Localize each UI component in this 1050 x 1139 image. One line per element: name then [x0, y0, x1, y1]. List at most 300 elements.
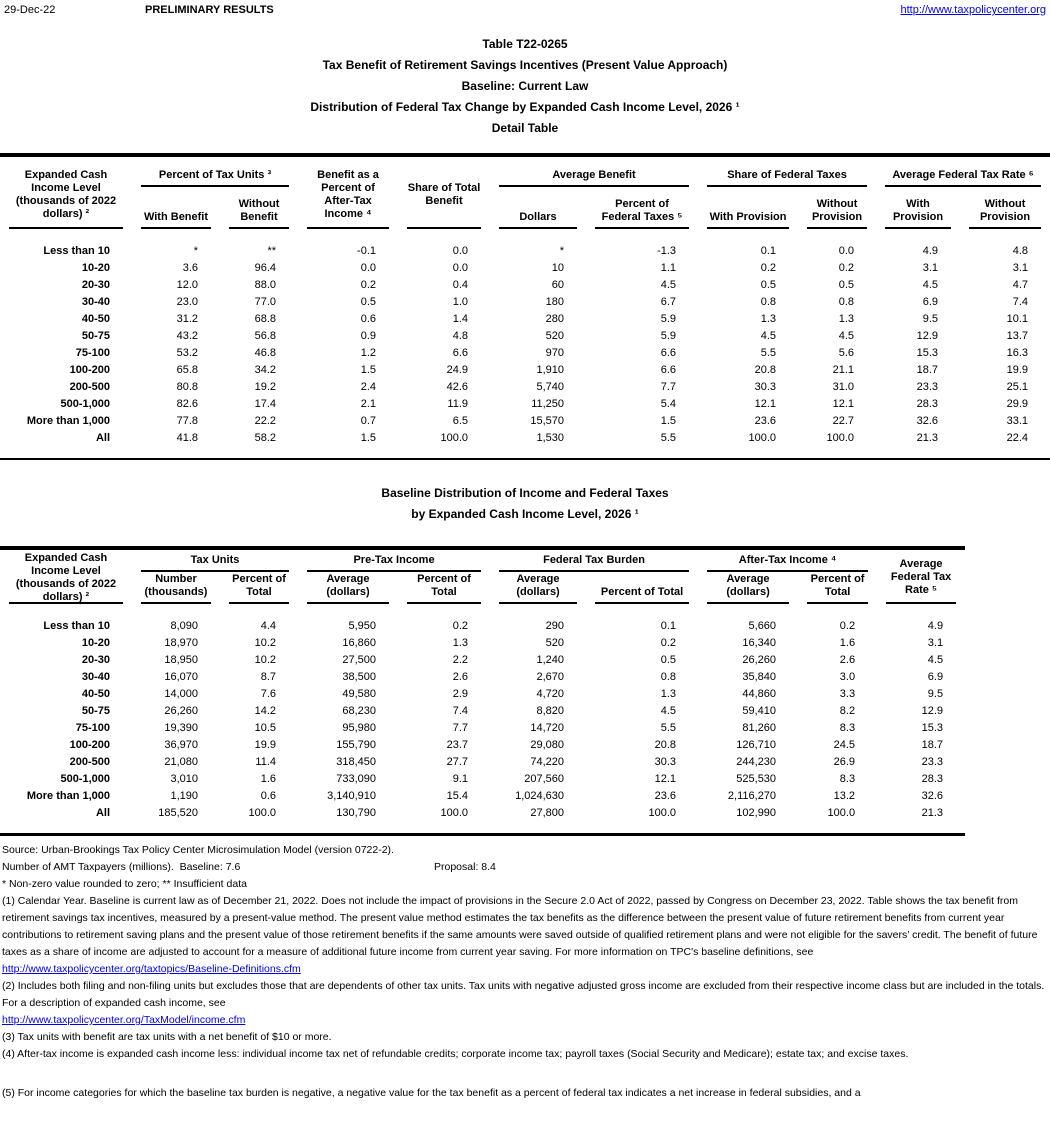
table-cell: 6.7: [660, 296, 677, 308]
table-row: [0, 260, 1050, 277]
table-cell: 36,970: [164, 739, 198, 751]
row-label: More than 1,000: [26, 790, 110, 802]
table-cell: 41.8: [176, 432, 198, 444]
table-cell: 6.5: [452, 415, 469, 427]
table-cell: 0.5: [360, 296, 377, 308]
table-cell: 8.3: [839, 773, 856, 785]
table-row: [0, 277, 1050, 294]
table-cell: 100.0: [440, 432, 469, 444]
table-row: [0, 635, 965, 652]
table-cell: 23.7: [446, 739, 469, 751]
table-cell: 318,450: [336, 756, 377, 768]
table-cell: 19.2: [254, 381, 277, 393]
table-cell: 14,720: [530, 722, 565, 734]
table-cell: 30.3: [754, 381, 777, 393]
table-cell: 2.9: [452, 688, 469, 700]
table-cell: 1.2: [360, 347, 377, 359]
table-cell: 38,500: [342, 671, 377, 683]
table-row: [0, 720, 965, 737]
table-cell: 1.3: [760, 313, 777, 325]
table-cell: 1,190: [170, 790, 198, 802]
table-cell: 18,970: [164, 637, 198, 649]
table-cell: 2.2: [452, 654, 469, 666]
table-cell: 24.9: [446, 364, 469, 376]
table-cell: 26,260: [742, 654, 777, 666]
table-cell: 6.6: [452, 347, 469, 359]
table-cell: 1,530: [536, 432, 565, 444]
table-cell: 5,740: [536, 381, 565, 393]
table-cell: 1.0: [452, 296, 469, 308]
table-cell: 3,140,910: [327, 790, 377, 802]
table-cell: 2.6: [839, 654, 856, 666]
table-cell: 1,024,630: [515, 790, 565, 802]
row-label: 40-50: [81, 688, 110, 700]
table-row: [0, 604, 965, 635]
table-cell: 9.5: [922, 313, 939, 325]
table-cell: 23.6: [754, 415, 777, 427]
table-cell: 18,950: [164, 654, 198, 666]
detail-table-body: [0, 229, 1050, 459]
table-cell: 0.2: [452, 620, 469, 632]
table-cell: -0.1: [357, 245, 377, 257]
table-cell: 4.8: [1012, 245, 1029, 257]
table-cell: 6.6: [660, 364, 677, 376]
table-cell: 20.8: [754, 364, 777, 376]
table-cell: 49,580: [342, 688, 377, 700]
table-cell: 2,116,270: [727, 790, 777, 802]
income-definition-link[interactable]: http://www.taxpolicycenter.org/TaxModel/income.cfm: [2, 1014, 246, 1026]
table-cell: 4.4: [260, 620, 277, 632]
table-cell: 12.1: [754, 398, 777, 410]
table-cell: 33.1: [1006, 415, 1029, 427]
table-cell: 0.0: [452, 245, 469, 257]
table-cell: 15,570: [530, 415, 565, 427]
table-cell: 23.3: [916, 381, 939, 393]
table-cell: 53.2: [176, 347, 198, 359]
table-cell: 24.5: [833, 739, 856, 751]
table-cell: 0.2: [839, 620, 856, 632]
table-cell: 0.7: [360, 415, 377, 427]
table-cell: 0.2: [760, 262, 777, 274]
report-date: 29-Dec-22: [4, 4, 56, 16]
table-cell: 3,010: [170, 773, 198, 785]
table-row: [0, 294, 1050, 311]
asterisk-note: * Non-zero value rounded to zero; ** Insufficient data: [2, 878, 247, 890]
table-cell: 3.1: [922, 262, 939, 274]
table-cell: 43.2: [176, 330, 198, 342]
table-cell: 5.5: [760, 347, 777, 359]
table-cell: 27.7: [446, 756, 469, 768]
table-row: [0, 686, 965, 703]
table-cell: 100.0: [648, 807, 677, 819]
table-cell: 0.2: [660, 637, 677, 649]
col-header-percent-of-total-units: Percent of Total: [220, 572, 298, 604]
source-note: Source: Urban-Brookings Tax Policy Center Microsimulation Model (version 0722-2).: [2, 844, 394, 856]
table-cell: 7.4: [452, 705, 469, 717]
table-cell: 4.5: [660, 279, 677, 291]
table-cell: 4.9: [927, 620, 944, 632]
table-cell: 18.7: [916, 364, 939, 376]
table-cell: 22.7: [832, 415, 855, 427]
table-row: [0, 669, 965, 686]
table-cell: 14,000: [164, 688, 198, 700]
table-cell: 9.1: [452, 773, 469, 785]
row-label: 20-30: [81, 654, 110, 666]
table-row: [0, 652, 965, 669]
table-cell: 12.1: [832, 398, 855, 410]
table-cell: 19.9: [1006, 364, 1029, 376]
top-bar: [0, 0, 1050, 18]
group-header-after-tax-income: After-Tax Income ⁴: [698, 550, 877, 572]
group-header-share-of-federal-taxes: Share of Federal Taxes: [698, 157, 876, 187]
table-cell: 14.2: [254, 705, 277, 717]
table-cell: 5.5: [660, 432, 677, 444]
baseline-table-title: [0, 483, 1050, 525]
table-cell: 20.8: [654, 739, 677, 751]
col-header-pretax-percent-of-total: Percent of Total: [398, 572, 490, 604]
table-cell: 126,710: [736, 739, 777, 751]
table-cell: 16,070: [164, 671, 198, 683]
table-cell: 95,980: [342, 722, 377, 734]
table-cell: 15.3: [916, 347, 939, 359]
col-header-share-without-provision: Without Provision: [798, 187, 876, 229]
table-cell: 4.5: [927, 654, 944, 666]
table-cell: 58.2: [254, 432, 277, 444]
table-cell: 18.7: [921, 739, 944, 751]
table-cell: 23.0: [176, 296, 198, 308]
table-cell: 0.5: [760, 279, 777, 291]
row-label: 10-20: [81, 262, 110, 274]
col-header-burden-average: Average (dollars): [490, 572, 586, 604]
col-header-rate-without-provision: Without Provision: [960, 187, 1050, 229]
table-cell: 17.4: [254, 398, 277, 410]
footnote-2: (2) Includes both filing and non-filing units but excludes those that are dependents of other tax units. Tax units with negative adjusted gross income are excluded from their respective income class but are included in the totals. For a description of expanded cash income, see: [2, 980, 1045, 1009]
table-main-title: Tax Benefit of Retirement Savings Incentives (Present Value Approach): [322, 58, 728, 72]
table-cell: 0.0: [838, 245, 855, 257]
footnote-4: (4) After-tax income is expanded cash income less: individual income tax net of refundable credits; corporate income tax; payroll taxes (Social Security and Medicare); estate tax; and excise taxes.: [2, 1048, 909, 1060]
col-header-share-with-provision: With Provision: [698, 187, 798, 229]
group-header-percent-of-tax-units: Percent of Tax Units ³: [132, 157, 298, 187]
row-label: 20-30: [81, 279, 110, 291]
table-cell: 29.9: [1006, 398, 1029, 410]
table-cell: 77.0: [254, 296, 277, 308]
col-header-aftertax-percent-of-total: Percent of Total: [798, 572, 877, 604]
table-cell: 8,820: [536, 705, 565, 717]
table-cell: 28.3: [921, 773, 944, 785]
table-cell: 3.3: [839, 688, 856, 700]
table-cell: 0.6: [360, 313, 377, 325]
table-cell: -1.3: [657, 245, 677, 257]
table-cell: 29,080: [530, 739, 565, 751]
table-cell: 80.8: [176, 381, 198, 393]
table-cell: 4,720: [536, 688, 565, 700]
table-cell: 65.8: [176, 364, 198, 376]
table-cell: 7.7: [452, 722, 469, 734]
table-cell: 5.9: [660, 330, 677, 342]
row-label: More than 1,000: [26, 415, 110, 427]
table-cell: 3.1: [927, 637, 944, 649]
table-cell: 88.0: [254, 279, 277, 291]
table-row: [0, 362, 1050, 379]
table-cell: 1.3: [838, 313, 855, 325]
table-cell: 4.5: [838, 330, 855, 342]
table-cell: 4.5: [660, 705, 677, 717]
table-cell: 1.1: [660, 262, 677, 274]
table-cell: 27,800: [530, 807, 565, 819]
row-label: All: [95, 432, 110, 444]
table-cell: 0.0: [360, 262, 377, 274]
table-cell: 5.9: [660, 313, 677, 325]
amt-proposal-value: Proposal: 8.4: [434, 861, 496, 873]
col-header-percent-of-federal-taxes: Percent of Federal Taxes ⁵: [586, 187, 698, 229]
table-cell: 2.1: [360, 398, 377, 410]
col-header-dollars: Dollars: [490, 187, 586, 229]
table-cell: 23.3: [921, 756, 944, 768]
table-cell: 42.6: [446, 381, 469, 393]
table-cell: 11,250: [531, 398, 565, 410]
table-cell: 77.8: [176, 415, 198, 427]
table-cell: 31.0: [832, 381, 855, 393]
table-cell: 4.5: [760, 330, 777, 342]
table-cell: 102,990: [736, 807, 777, 819]
table-cell: 0.8: [760, 296, 777, 308]
table-cell: 21.3: [916, 432, 939, 444]
table-cell: 34.2: [254, 364, 277, 376]
table-cell: 68.8: [254, 313, 277, 325]
table-cell: 130,790: [336, 807, 377, 819]
table-cell: 4.8: [452, 330, 469, 342]
table-row: [0, 311, 1050, 328]
table-cell: 11.9: [447, 398, 469, 410]
table-cell: 8,090: [170, 620, 198, 632]
table-cell: 4.7: [1012, 279, 1029, 291]
table-cell: 520: [545, 330, 565, 342]
table-cell: 5.4: [660, 398, 677, 410]
table-row: [0, 703, 965, 720]
baseline-title: Baseline: Current Law: [461, 79, 589, 93]
table-cell: 6.6: [660, 347, 677, 359]
baseline-table-title-line1: Baseline Distribution of Income and Federal Taxes: [381, 486, 669, 500]
table-cell: 100.0: [248, 807, 277, 819]
table-cell: 21.3: [921, 807, 944, 819]
table-cell: 12.0: [176, 279, 198, 291]
table-cell: 0.5: [660, 654, 677, 666]
table-cell: 26.9: [833, 756, 856, 768]
table-cell: 10: [551, 262, 565, 274]
table-row: [0, 229, 1050, 260]
table-number-title: Table T22-0265: [482, 37, 568, 51]
table-cell: 26,260: [164, 705, 198, 717]
table-cell: 10.2: [254, 654, 277, 666]
col-header-with-benefit: With Benefit: [132, 187, 220, 229]
col-header-pretax-average: Average (dollars): [298, 572, 398, 604]
table-cell: 8.3: [839, 722, 856, 734]
table-cell: 1,910: [536, 364, 565, 376]
table-cell: 4.5: [922, 279, 939, 291]
table-row: [0, 396, 1050, 413]
table-cell: 733,090: [336, 773, 377, 785]
col-header-rate-with-provision: With Provision: [876, 187, 960, 229]
table-cell: 30.3: [654, 756, 677, 768]
table-cell: 1.6: [260, 773, 277, 785]
table-cell: 5,950: [348, 620, 377, 632]
table-cell: 1,240: [536, 654, 565, 666]
table-cell: 970: [545, 347, 565, 359]
row-label: 50-75: [81, 330, 110, 342]
table-cell: 3.1: [1012, 262, 1029, 274]
table-cell: 0.0: [452, 262, 469, 274]
table-cell: 1.6: [839, 637, 856, 649]
table-cell: 0.4: [452, 279, 469, 291]
table-cell: 0.6: [260, 790, 277, 802]
row-label: 500-1,000: [60, 398, 110, 410]
table-cell: 6.9: [922, 296, 939, 308]
table-cell: 1.4: [452, 313, 469, 325]
row-label: 100-200: [69, 739, 110, 751]
table-row: [0, 771, 965, 788]
row-label: 30-40: [81, 671, 110, 683]
table-cell: 28.3: [916, 398, 939, 410]
footnote-spacer: [2, 1063, 1046, 1085]
amt-baseline-value: Number of AMT Taxpayers (millions). Baseline: 7.6: [2, 861, 241, 873]
table-cell: 22.2: [254, 415, 277, 427]
table-cell: 0.8: [838, 296, 855, 308]
taxpolicycenter-link[interactable]: http://www.taxpolicycenter.org: [900, 4, 1046, 16]
table-cell: 0.5: [838, 279, 855, 291]
group-header-average-federal-tax-rate: Average Federal Tax Rate ⁶: [876, 157, 1050, 187]
row-label: 100-200: [69, 364, 110, 376]
table-row: [0, 805, 965, 835]
table-cell: 2,670: [536, 671, 565, 683]
table-cell: 100.0: [440, 807, 469, 819]
table-cell: 13.7: [1006, 330, 1029, 342]
row-label: 50-75: [81, 705, 110, 717]
table-cell: 31.2: [176, 313, 198, 325]
table-cell: 180: [545, 296, 565, 308]
table-row: [0, 379, 1050, 396]
preliminary-results-label: PRELIMINARY RESULTS: [145, 4, 274, 16]
col-header-without-benefit: Without Benefit: [220, 187, 298, 229]
table-cell: 0.8: [660, 671, 677, 683]
table-cell: 21,080: [164, 756, 198, 768]
table-cell: 21.1: [832, 364, 855, 376]
table-cell: 100.0: [826, 432, 855, 444]
table-row: [0, 430, 1050, 459]
table-cell: 1.5: [360, 364, 377, 376]
table-cell: 2.4: [360, 381, 377, 393]
table-cell: 6.9: [927, 671, 944, 683]
table-cell: 0.1: [660, 620, 677, 632]
table-cell: 96.4: [254, 262, 277, 274]
table-cell: 5.6: [838, 347, 855, 359]
col-header-income-level-2: Expanded Cash Income Level (thousands of 2022 dollars) ²: [0, 550, 132, 604]
group-header-federal-tax-burden: Federal Tax Burden: [490, 550, 698, 572]
table-cell: 10.2: [254, 637, 277, 649]
table-cell: 100.0: [827, 807, 856, 819]
table-cell: 155,790: [336, 739, 377, 751]
table-cell: 46.8: [254, 347, 277, 359]
table-cell: 7.6: [260, 688, 277, 700]
table-cell: 19,390: [164, 722, 198, 734]
table-cell: 27,500: [342, 654, 377, 666]
table-cell: 32.6: [921, 790, 944, 802]
table-cell: 3.6: [182, 262, 198, 274]
table-cell: 4.9: [922, 245, 939, 257]
table-cell: 7.4: [1012, 296, 1029, 308]
col-header-burden-percent-of-total: Percent of Total: [586, 572, 698, 604]
table-cell: 1.3: [660, 688, 677, 700]
table-cell: 60: [551, 279, 565, 291]
table-cell: 81,260: [742, 722, 777, 734]
col-header-average-federal-tax-rate-2: Average Federal Tax Rate ⁵: [877, 550, 965, 604]
footnote-3: (3) Tax units with benefit are tax units with a net benefit of $10 or more.: [2, 1031, 332, 1043]
table-cell: 13.2: [833, 790, 856, 802]
table-cell: 44,860: [742, 688, 777, 700]
table-cell: 5.5: [660, 722, 677, 734]
table-row: [0, 788, 965, 805]
row-label: 200-500: [69, 381, 110, 393]
table-cell: 59,410: [742, 705, 777, 717]
group-header-average-benefit: Average Benefit: [490, 157, 698, 187]
row-label: 200-500: [69, 756, 110, 768]
table-cell: 525,530: [736, 773, 777, 785]
table-cell: 16.3: [1006, 347, 1029, 359]
table-cell: 1.5: [660, 415, 677, 427]
table-cell: 16,860: [342, 637, 377, 649]
footnote-5: (5) For income categories for which the baseline tax burden is negative, a negative value for the tax benefit as a percent of federal tax indicates a net increase in federal subsidies, and a: [2, 1087, 861, 1099]
table-cell: 68,230: [342, 705, 377, 717]
table-cell: 12.1: [654, 773, 677, 785]
detail-table-title: Detail Table: [491, 121, 559, 135]
table-cell: 290: [545, 620, 565, 632]
table-row: [0, 413, 1050, 430]
table-row: [0, 754, 965, 771]
table-cell: 15.3: [921, 722, 944, 734]
table-cell: 1.5: [360, 432, 377, 444]
table-cell: 2.6: [452, 671, 469, 683]
footnote-1: (1) Calendar Year. Baseline is current law as of December 21, 2022. Does not include the impact of provisions in the Secure 2.0 Act of 2022, passed by Congress on December 23, 2022. Table shows the tax benefit from retirement savings tax incentives, measured by a present-value method. The present value method estimates the tax benefits as the difference between the present value of future retirement benefits from current year contributions to retirement saving plans and the present value of those retirement benefits if the same amounts were saved outside of qualified retirement plans and were not eligible for the savers’ credit. The benefit of future taxes as a share of income are adjusted to account for a measure of additional future income from current year saving. For more information on TPC's baseline definitions, see: [2, 895, 1038, 958]
table-cell: 9.5: [927, 688, 944, 700]
table-cell: 5,660: [748, 620, 777, 632]
table-cell: 12.9: [921, 705, 944, 717]
table-cell: 1.3: [452, 637, 469, 649]
row-label: Less than 10: [43, 245, 110, 257]
row-label: 40-50: [81, 313, 110, 325]
amt-taxpayers-note: [2, 859, 1046, 876]
table-cell: 56.8: [254, 330, 277, 342]
table-cell: 32.6: [916, 415, 939, 427]
table-cell: 11.4: [255, 756, 277, 768]
table-cell: 100.0: [748, 432, 777, 444]
table-cell: 244,230: [736, 756, 777, 768]
baseline-table-title-line2: by Expanded Cash Income Level, 2026 ¹: [411, 507, 639, 521]
group-header-pre-tax-income: Pre-Tax Income: [298, 550, 490, 572]
baseline-table-body: [0, 604, 965, 835]
table-cell: 280: [545, 313, 565, 325]
table-cell: 0.2: [838, 262, 855, 274]
table-cell: 82.6: [176, 398, 198, 410]
title-block: [0, 34, 1050, 139]
row-label: Less than 10: [43, 620, 110, 632]
baseline-definitions-link[interactable]: http://www.taxpolicycenter.org/taxtopics/Baseline-Definitions.cfm: [2, 963, 301, 975]
col-header-benefit-as-percent: Benefit as a Percent of After-Tax Income ⁴: [298, 157, 398, 229]
table-cell: 25.1: [1006, 381, 1029, 393]
row-label: 10-20: [81, 637, 110, 649]
col-header-share-of-total-benefit: Share of Total Benefit: [398, 157, 490, 229]
table-cell: 19.9: [254, 739, 277, 751]
table-cell: 185,520: [158, 807, 198, 819]
col-header-number-thousands: Number (thousands): [132, 572, 220, 604]
